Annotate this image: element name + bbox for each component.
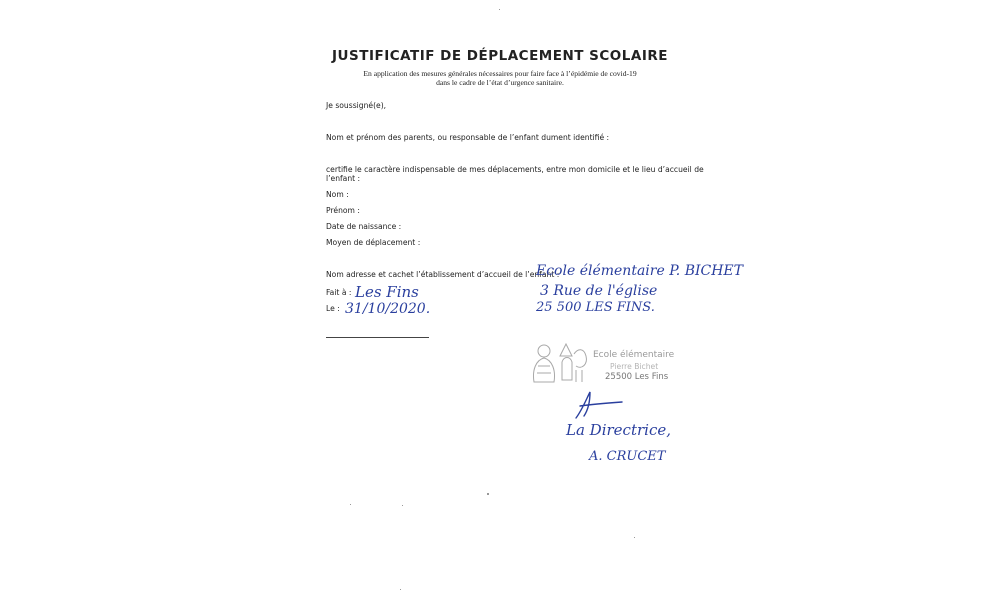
moyen-label: Moyen de déplacement : (326, 238, 421, 247)
document-subtitle-line2: dans le cadre de l’état d’urgence sanitaire. (436, 78, 564, 87)
stamp-line2: Pierre Bichet (610, 362, 659, 371)
handwritten-school-line2: 3 Rue de l'église (540, 283, 658, 299)
document-subtitle-line1: En application des mesures générales nécessaires pour faire face à l’épidémie de covid-19 (363, 69, 637, 78)
stamp-line1: Ecole élémentaire (593, 350, 675, 360)
signature-role: La Directrice, (566, 421, 671, 439)
le-label: Le : (326, 304, 340, 313)
handwritten-school-line3: 25 500 LES FINS. (536, 300, 655, 315)
director-signature-mark (570, 388, 630, 422)
scan-speck (634, 537, 635, 538)
scan-speck (350, 504, 351, 505)
parents-label: Nom et prénom des parents, ou responsable de l’enfant dument identifié : (326, 133, 610, 142)
scan-speck (499, 9, 500, 10)
etablissement-label: Nom adresse et cachet l’établissement d’accueil de l’enfant : (326, 270, 560, 279)
certifie-line1: certifie le caractère indispensable de mes déplacements, entre mon domicile et le lieu d’accueil de (326, 165, 704, 174)
handwritten-date: 31/10/2020. (345, 301, 431, 317)
signature-line (326, 337, 429, 338)
school-stamp-emblem (526, 336, 592, 386)
prenom-label: Prénom : (326, 206, 360, 215)
nom-label: Nom : (326, 190, 349, 199)
scan-speck (400, 589, 401, 590)
certifie-line2: l’enfant : (326, 174, 361, 183)
fait-a-label: Fait à : (326, 288, 352, 297)
naissance-label: Date de naissance : (326, 222, 402, 231)
document-title: JUSTIFICATIF DE DÉPLACEMENT SCOLAIRE (332, 48, 668, 64)
soussigne-label: Je soussigné(e), (326, 101, 387, 110)
scan-speck (402, 505, 403, 506)
scan-speck (487, 493, 489, 495)
handwritten-place: Les Fins (355, 283, 419, 301)
stamp-line3: 25500 Les Fins (605, 372, 669, 382)
signature-name: A. CRUCET (589, 449, 666, 464)
handwritten-school-line1: Ecole élémentaire P. BICHET (536, 263, 743, 279)
